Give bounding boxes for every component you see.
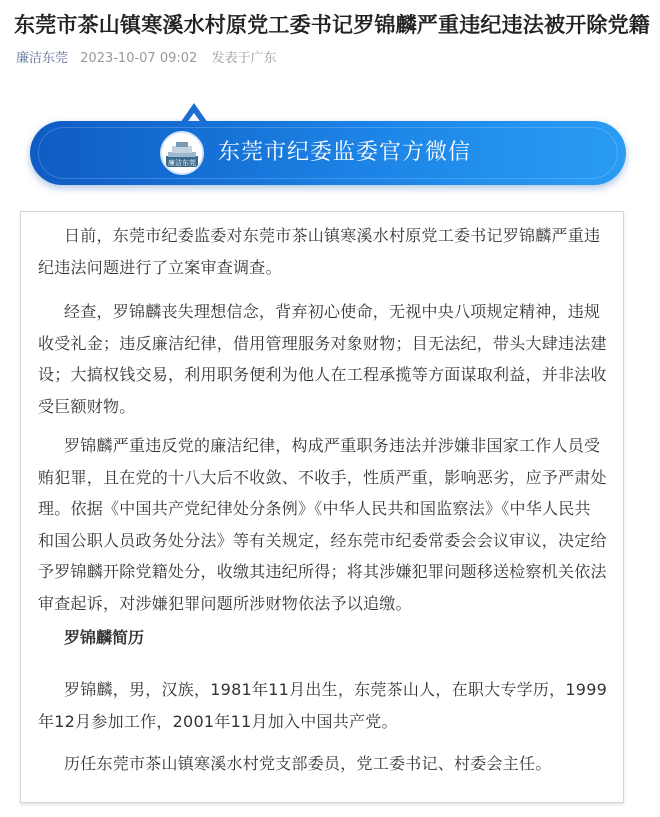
resume-paragraph — [38, 674, 628, 737]
paragraph-line: 设；大搞权钱交易，利用职务便利为他人在工程承揽等方面谋取利益，并非法收 — [38, 365, 607, 384]
paragraph-line: 受巨额财物。 — [38, 396, 136, 416]
article-meta — [16, 49, 276, 69]
resume-paragraph — [38, 748, 628, 780]
publish-location: 发表于广东 — [211, 51, 277, 66]
paragraph-line: 经查，罗锦麟丧失理想信念，背弃初心使命，无视中央八项规定精神，违规 — [64, 302, 601, 321]
paragraph-line: 年12月参加工作，2001年11月加入中国共产党。 — [38, 711, 398, 731]
paragraph-line: 罗锦麟严重违反党的廉洁纪律，构成严重职务违法并涉嫌非国家工作人员受 — [64, 436, 601, 455]
account-logo-icon — [160, 131, 204, 175]
banner-title: 东莞市纪委监委官方微信 — [218, 140, 472, 165]
banner-bar — [30, 121, 626, 185]
publish-date: 2023-10-07 09:02 — [80, 51, 198, 66]
resume-heading: 罗锦麟简历 — [64, 628, 145, 647]
article-paragraph — [38, 220, 628, 283]
paragraph-line: 纪违法问题进行了立案审查调查。 — [38, 257, 282, 277]
article-paragraph — [38, 296, 628, 422]
paragraph-line: 日前，东莞市纪委监委对东莞市茶山镇寒溪水村原党工委书记罗锦麟严重违 — [64, 226, 601, 245]
logo-text: 廉洁东莞 — [168, 159, 196, 167]
article-paragraph — [38, 430, 628, 619]
paragraph-line: 和国公职人员政务处分法》等有关规定，经东莞市纪委常委会会议审议，决定给 — [38, 530, 607, 550]
paragraph-line: 审查起诉，对涉嫌犯罪问题所涉财物依法予以追缴。 — [38, 593, 412, 613]
paragraph-line: 收受礼金；违反廉洁纪律，借用管理服务对象财物；目无法纪，带头大肆违法建 — [38, 333, 607, 353]
paragraph-line: 历任东莞市茶山镇寒溪水村党支部委员，党工委书记、村委会主任。 — [64, 754, 552, 773]
paragraph-line: 罗锦麟，男，汉族，1981年11月出生，东莞茶山人，在职大专学历，1999 — [64, 680, 608, 699]
banner — [30, 103, 626, 193]
account-name-link[interactable]: 廉洁东莞 — [16, 51, 69, 66]
article-title: 东莞市茶山镇寒溪水村原党工委书记罗锦麟严重违纪违法被开除党籍 — [14, 13, 650, 37]
paragraph-line: 予罗锦麟开除党籍处分，收缴其违纪所得；将其涉嫌犯罪问题移送检察机关依法 — [38, 562, 607, 581]
paragraph-line: 贿犯罪，且在党的十八大后不收敛、不收手，性质严重，影响恶劣，应予严肃处 — [38, 467, 607, 487]
paragraph-line: 理。依据《中国共产党纪律处分条例》《中华人民共和国监察法》《中华人民共 — [38, 499, 591, 518]
